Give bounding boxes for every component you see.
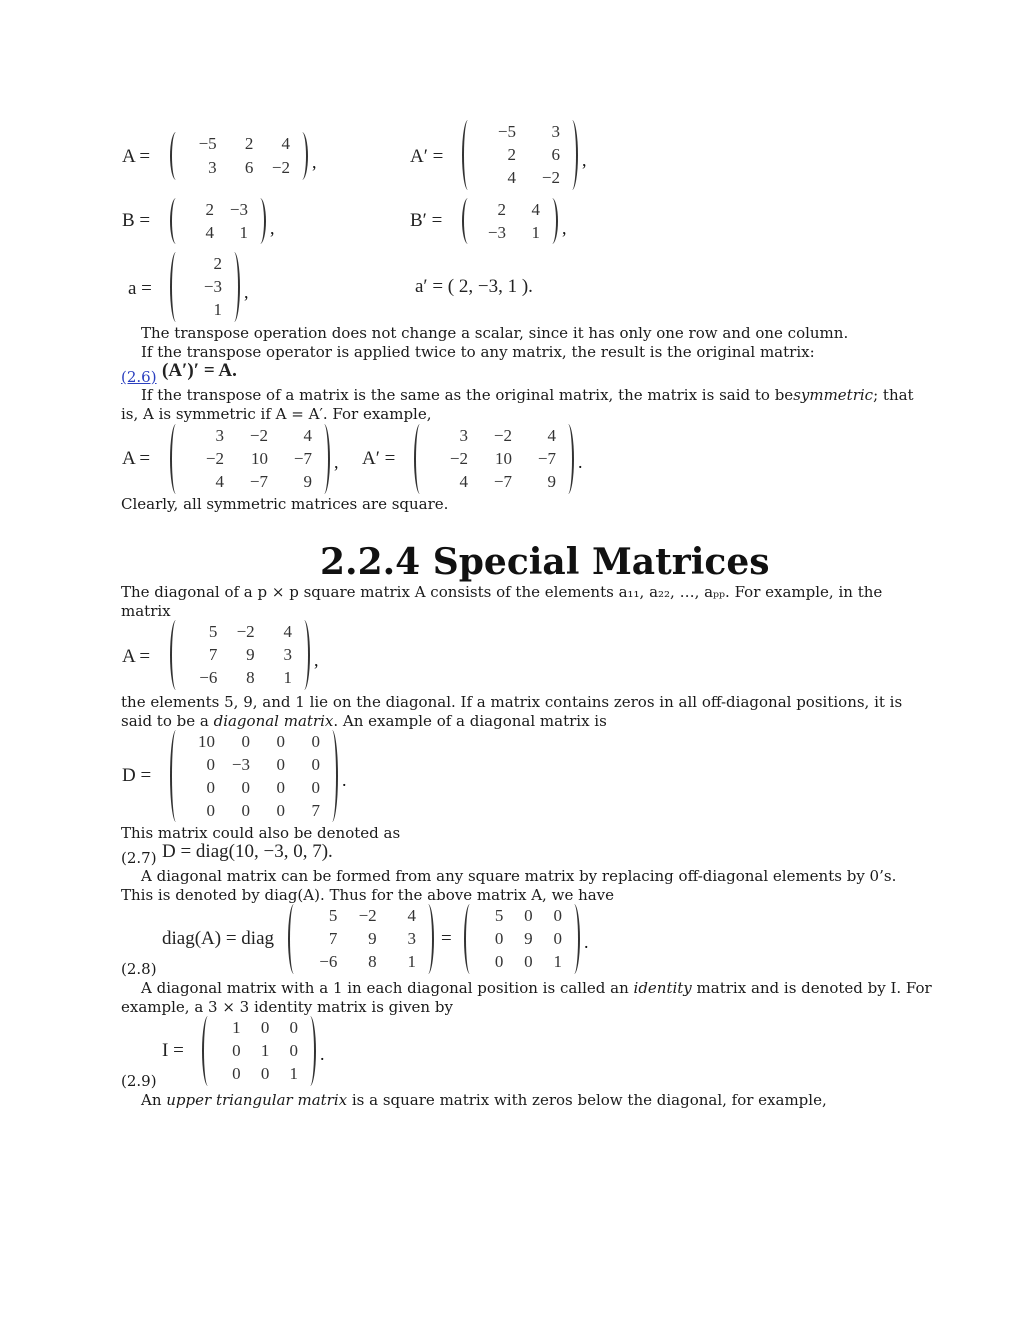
- para-symmetric-line2: is, A is symmetric if A = A′. For example,: [121, 405, 432, 423]
- matrix-cell: −3: [487, 222, 506, 242]
- matrix-cell: −7: [293, 448, 312, 468]
- matrix-cell: 9: [524, 928, 533, 948]
- right-paren: [318, 424, 330, 494]
- matrix-cell: −2: [205, 448, 224, 468]
- matrix-cell: 1: [239, 222, 248, 242]
- left-paren: [462, 198, 474, 244]
- right-paren: [298, 620, 310, 690]
- matrix-cell: 0: [276, 754, 285, 774]
- matrix-cell: 1: [283, 668, 292, 688]
- matrix-b: [170, 198, 266, 244]
- sym-matrix-a-transpose: [414, 424, 574, 494]
- matrix-b-transpose: [462, 198, 558, 244]
- matrix-cell: −2: [271, 158, 290, 177]
- diag-example-trail: ,: [314, 650, 319, 670]
- para-scalar: The transpose operation does not change a scalar, since it has only one row and one column.: [141, 324, 849, 342]
- left-paren: [170, 198, 182, 244]
- matrix-cell: 4: [215, 472, 224, 492]
- matrix-cell: 0: [241, 800, 250, 820]
- matrix-cell: 1: [232, 1017, 241, 1037]
- matrix-cell: 4: [507, 168, 516, 188]
- matrix-cell: 3: [208, 158, 217, 177]
- matrix-cell: 0: [206, 800, 215, 820]
- matrix-cell: 8: [246, 668, 255, 688]
- left-paren: [170, 620, 182, 690]
- para-diagonal-line1: The diagonal of a p × p square matrix A consists of the elements a₁₁, a₂₂, …, aₚₚ. For example, in the: [121, 583, 883, 601]
- matrix-cell: 4: [547, 425, 556, 445]
- matrix-a-label: A =: [122, 146, 151, 167]
- matrix-cell: 0: [232, 1064, 241, 1084]
- matrix-cell: 0: [494, 928, 504, 948]
- right-paren: [422, 904, 434, 974]
- sym-a-label: A =: [122, 448, 151, 469]
- right-paren: [326, 730, 338, 822]
- para-formed-line2: This is denoted by diag(A). Thus for the above matrix A, we have: [121, 886, 615, 904]
- matrix-cell: 4: [303, 425, 312, 445]
- matrix-b-transpose-label: B′ =: [410, 210, 443, 231]
- left-paren: [288, 904, 300, 974]
- matrix-cell: 7: [328, 928, 338, 948]
- matrix-cell: 1: [531, 222, 540, 242]
- matrix-cell: 1: [289, 1064, 298, 1084]
- matrix-cell: 0: [232, 1040, 241, 1060]
- right-paren: [304, 1016, 316, 1086]
- matrix-cell: 10: [251, 448, 268, 468]
- matrix-b-label: B =: [122, 210, 151, 231]
- matrix-d: [170, 730, 338, 822]
- matrix-cell: 0: [206, 754, 215, 774]
- eq-2-8-left-matrix: [288, 904, 434, 974]
- para-clearly: Clearly, all symmetric matrices are square.: [121, 495, 449, 513]
- diag-example-label: A =: [122, 646, 151, 667]
- matrix-cell: 2: [507, 144, 516, 164]
- vector-a-label: a =: [128, 278, 152, 299]
- matrix-b-transpose-trail: ,: [562, 218, 567, 238]
- matrix-a-transpose-label: A′ =: [410, 146, 444, 167]
- left-paren: [414, 424, 426, 494]
- matrix-cell: 4: [407, 905, 416, 925]
- matrix-cell: 4: [205, 222, 214, 242]
- matrix-cell: 0: [524, 952, 533, 972]
- matrix-cell: −6: [199, 668, 218, 688]
- matrix-cell: 0: [311, 731, 320, 751]
- sym-matrix-a: [170, 424, 330, 494]
- para-denoted: This matrix could also be denoted as: [121, 824, 401, 842]
- left-paren: [170, 252, 182, 322]
- matrix-cell: 0: [311, 754, 320, 774]
- matrix-cell: −3: [203, 276, 222, 296]
- matrix-cell: 0: [311, 777, 320, 797]
- left-paren: [462, 120, 474, 190]
- para-formed-line1: A diagonal matrix can be formed from any square matrix by replacing off-diagonal elements by 0’s.: [141, 867, 897, 885]
- para-twice: If the transpose operator is applied twice to any matrix, the result is the original matrix:: [141, 343, 815, 361]
- matrix-cell: 7: [311, 800, 320, 820]
- matrix-cell: 5: [328, 905, 338, 925]
- matrix-a-transpose: [462, 120, 578, 190]
- matrix-cell: 10: [495, 448, 512, 468]
- matrix-cell: 3: [215, 425, 224, 445]
- eq-2-8-lhs: diag(A) = diag: [162, 928, 275, 949]
- left-paren: [202, 1016, 214, 1086]
- identity-label: I =: [162, 1040, 184, 1061]
- matrix-cell: −6: [319, 952, 338, 972]
- matrix-cell: 0: [260, 1017, 270, 1037]
- matrix-cell: −2: [493, 425, 512, 445]
- para-elements-line1: the elements 5, 9, and 1 lie on the diagonal. If a matrix contains zeros in all off-diagonal positions, it is: [121, 693, 903, 711]
- matrix-cell: −2: [449, 448, 468, 468]
- matrix-a-transpose-trail: ,: [582, 150, 587, 170]
- matrix-cell: 8: [368, 952, 377, 972]
- para-identity-line2: example, a 3 × 3 identity matrix is given by: [121, 998, 453, 1016]
- left-paren: [464, 904, 476, 974]
- eq-2-8-equals: =: [441, 928, 452, 949]
- right-paren: [546, 198, 558, 244]
- eq-2-8-right-matrix: [464, 904, 580, 974]
- matrix-cell: 7: [208, 644, 218, 664]
- vector-a-trail: ,: [244, 282, 249, 302]
- eq-2-8-trail: .: [584, 932, 589, 952]
- matrix-cell: 0: [276, 800, 285, 820]
- matrix-cell: 0: [553, 928, 562, 948]
- para-elements-line2: said to be a diagonal matrix. An example of a diagonal matrix is: [121, 712, 607, 730]
- matrix-cell: 0: [289, 1040, 298, 1060]
- matrix-cell: 4: [531, 199, 540, 219]
- matrix-cell: −5: [198, 134, 217, 153]
- matrix-cell: 0: [494, 952, 504, 972]
- eq-2-7: D = diag(10, −3, 0, 7).: [162, 841, 333, 862]
- matrix-cell: 6: [244, 158, 254, 177]
- eq-2-9-number: (2.9): [121, 1072, 157, 1090]
- right-paren: [568, 904, 580, 974]
- matrix-cell: 0: [553, 905, 562, 925]
- left-paren: [170, 424, 182, 494]
- right-paren: [566, 120, 578, 190]
- matrix-cell: 0: [289, 1017, 298, 1037]
- matrix-d-label: D =: [122, 765, 152, 786]
- sym-a-transpose-trail: .: [578, 452, 583, 472]
- matrix-cell: 2: [244, 134, 254, 153]
- matrix-cell: −3: [231, 754, 250, 774]
- matrix-cell: 3: [459, 425, 468, 445]
- vector-a-transpose: a′ = ( 2, −3, 1 ).: [415, 276, 533, 297]
- matrix-b-trail: ,: [270, 218, 275, 238]
- matrix-cell: 0: [206, 777, 215, 797]
- sym-a-transpose-label: A′ =: [362, 448, 396, 469]
- identity-matrix: [202, 1016, 316, 1086]
- eq-2-8-number: (2.8): [121, 960, 157, 978]
- matrix-cell: −7: [537, 448, 556, 468]
- left-paren: [170, 730, 182, 822]
- matrix-cell: 0: [260, 1064, 270, 1084]
- matrix-cell: 6: [551, 144, 560, 164]
- para-symmetric-line1: If the transpose of a matrix is the same as the original matrix, the matrix is said to besymmetric; that: [141, 386, 914, 404]
- matrix-cell: 5: [494, 905, 504, 925]
- right-paren: [254, 198, 266, 244]
- matrix-cell: −2: [249, 425, 268, 445]
- para-upper-triangular: An upper triangular matrix is a square matrix with zeros below the diagonal, for example,: [141, 1091, 827, 1109]
- section-heading: 2.2.4 Special Matrices: [320, 541, 770, 583]
- matrix-cell: 0: [524, 905, 533, 925]
- matrix-cell: 5: [208, 621, 218, 641]
- matrix-cell: 3: [551, 121, 560, 141]
- matrix-cell: −5: [497, 121, 516, 141]
- matrix-a: [170, 132, 308, 180]
- matrix-cell: 2: [213, 253, 222, 273]
- matrix-cell: 4: [283, 621, 292, 641]
- vector-a: [170, 252, 240, 322]
- matrix-d-trail: .: [342, 770, 347, 790]
- diag-example-matrix: [170, 620, 310, 690]
- matrix-cell: −2: [541, 168, 560, 188]
- matrix-cell: 9: [547, 472, 556, 492]
- matrix-cell: 0: [276, 777, 285, 797]
- eq-2-7-number: (2.7): [121, 849, 157, 867]
- right-paren: [296, 132, 308, 180]
- sym-a-trail: ,: [334, 452, 339, 472]
- matrix-cell: −3: [229, 199, 248, 219]
- para-diagonal-line2: matrix: [121, 602, 171, 620]
- matrix-cell: 4: [281, 134, 290, 153]
- matrix-cell: −2: [236, 621, 255, 641]
- matrix-cell: 0: [276, 731, 285, 751]
- para-identity-line1: A diagonal matrix with a 1 in each diagonal position is called an identity matrix and is denoted by I. For: [141, 979, 932, 997]
- eq-2-6-link[interactable]: (2.6): [121, 368, 157, 386]
- matrix-cell: −7: [249, 472, 268, 492]
- left-paren: [170, 132, 182, 180]
- matrix-cell: 1: [260, 1040, 270, 1060]
- identity-trail: .: [320, 1044, 325, 1064]
- eq-2-6: (A′)′ = A.: [162, 360, 237, 381]
- matrix-cell: 3: [283, 644, 292, 664]
- matrix-cell: −7: [493, 472, 512, 492]
- matrix-cell: 9: [303, 472, 312, 492]
- matrix-cell: 1: [213, 300, 222, 320]
- matrix-cell: 0: [241, 777, 250, 797]
- right-paren: [562, 424, 574, 494]
- matrix-cell: 9: [246, 644, 255, 664]
- matrix-cell: 1: [407, 952, 416, 972]
- matrix-cell: 1: [553, 952, 562, 972]
- matrix-cell: 2: [497, 199, 506, 219]
- right-paren: [228, 252, 240, 322]
- matrix-cell: 4: [459, 472, 468, 492]
- matrix-cell: 2: [205, 199, 214, 219]
- matrix-a-trail: ,: [312, 152, 317, 172]
- matrix-cell: 0: [241, 731, 250, 751]
- matrix-cell: −2: [358, 905, 377, 925]
- matrix-cell: 10: [198, 731, 215, 751]
- matrix-cell: 9: [368, 928, 377, 948]
- matrix-cell: 3: [407, 928, 416, 948]
